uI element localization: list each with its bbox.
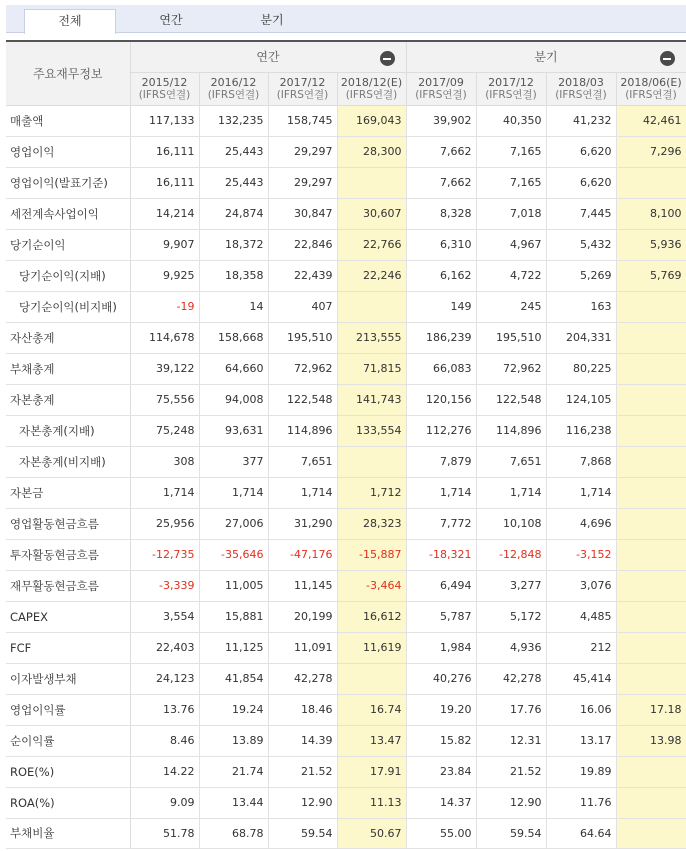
row-label: FCF	[6, 632, 130, 663]
row-label: 순이익률	[6, 725, 130, 756]
column-header-2	[268, 72, 337, 105]
row-label: 당기순이익(비지배)	[6, 291, 130, 322]
table-cell: 24,123	[130, 663, 199, 694]
table-cell: 14,214	[130, 198, 199, 229]
table-cell: 7,165	[476, 167, 546, 198]
table-cell: 8,100	[616, 198, 686, 229]
table-cell: 13.76	[130, 694, 199, 725]
table-cell: 204,331	[546, 322, 616, 353]
table-cell	[337, 663, 406, 694]
table-cell: 28,323	[337, 508, 406, 539]
table-cell: 51.78	[130, 818, 199, 848]
table-cell: 10,108	[476, 508, 546, 539]
table-cell: -12,848	[476, 539, 546, 570]
table-cell: 6,162	[406, 260, 476, 291]
table-cell: 16,111	[130, 136, 199, 167]
row-label: ROE(%)	[6, 756, 130, 787]
row-label: 자본금	[6, 477, 130, 508]
table-cell	[337, 291, 406, 322]
table-cell: 18.46	[268, 694, 337, 725]
table-cell	[616, 632, 686, 663]
column-basis: (IFRS연결)	[555, 88, 607, 101]
table-cell	[616, 539, 686, 570]
table-cell: 1,984	[406, 632, 476, 663]
table-cell: 68.78	[199, 818, 268, 848]
table-cell	[337, 446, 406, 477]
row-title-header: 주요재무정보	[6, 41, 130, 105]
table-cell: 15,881	[199, 601, 268, 632]
table-cell: 5,432	[546, 229, 616, 260]
table-cell: 7,018	[476, 198, 546, 229]
column-period: 2018/03	[558, 75, 604, 89]
row-label: 당기순이익(지배)	[6, 260, 130, 291]
column-basis: (IFRS연결)	[625, 88, 677, 101]
table-cell: 19.20	[406, 694, 476, 725]
table-row	[6, 415, 686, 446]
table-cell: 64.64	[546, 818, 616, 848]
table-cell: 16.74	[337, 694, 406, 725]
column-basis: (IFRS연결)	[415, 88, 467, 101]
table-cell: 15.82	[406, 725, 476, 756]
table-cell: 66,083	[406, 353, 476, 384]
annual-group-header	[130, 41, 406, 72]
table-cell: 245	[476, 291, 546, 322]
table-row	[6, 632, 686, 663]
table-cell: 75,556	[130, 384, 199, 415]
table-cell: 31,290	[268, 508, 337, 539]
table-row	[6, 384, 686, 415]
table-cell: 9,925	[130, 260, 199, 291]
table-row	[6, 260, 686, 291]
table-cell: 25,443	[199, 167, 268, 198]
table-row	[6, 756, 686, 787]
table-cell: 1,714	[268, 477, 337, 508]
table-cell: 6,310	[406, 229, 476, 260]
table-row	[6, 291, 686, 322]
table-cell: 7,651	[268, 446, 337, 477]
table-cell: 7,651	[476, 446, 546, 477]
table-cell: 7,662	[406, 167, 476, 198]
table-row	[6, 725, 686, 756]
column-header-6	[546, 72, 616, 105]
table-cell	[616, 570, 686, 601]
table-cell: 11,091	[268, 632, 337, 663]
table-cell: 17.91	[337, 756, 406, 787]
table-cell: 22,403	[130, 632, 199, 663]
table-cell: 14.39	[268, 725, 337, 756]
table-cell: 1,714	[546, 477, 616, 508]
table-cell: 11.13	[337, 787, 406, 818]
table-cell: 6,620	[546, 136, 616, 167]
table-cell: 22,846	[268, 229, 337, 260]
table-cell: 16.06	[546, 694, 616, 725]
table-cell: 11,125	[199, 632, 268, 663]
table-cell: 13.17	[546, 725, 616, 756]
column-period: 2016/12	[210, 75, 257, 89]
table-cell: 39,902	[406, 105, 476, 136]
table-cell: 11,005	[199, 570, 268, 601]
table-cell: 30,847	[268, 198, 337, 229]
table-cell: 24,874	[199, 198, 268, 229]
table-cell: 7,662	[406, 136, 476, 167]
table-cell: 29,297	[268, 167, 337, 198]
table-cell: 120,156	[406, 384, 476, 415]
table-cell: 195,510	[476, 322, 546, 353]
table-cell	[616, 353, 686, 384]
table-cell: -12,735	[130, 539, 199, 570]
row-label: 자산총계	[6, 322, 130, 353]
column-header-1	[199, 72, 268, 105]
table-cell: 4,722	[476, 260, 546, 291]
column-header-0	[130, 72, 199, 105]
table-cell: 59.54	[268, 818, 337, 848]
column-period: 2015/12	[141, 75, 188, 89]
table-cell	[616, 787, 686, 818]
table-cell: 4,967	[476, 229, 546, 260]
table-cell: 213,555	[337, 322, 406, 353]
table-cell: -35,646	[199, 539, 268, 570]
table-row	[6, 353, 686, 384]
table-cell: 1,712	[337, 477, 406, 508]
row-label: 투자활동현금흐름	[6, 539, 130, 570]
table-cell: 124,105	[546, 384, 616, 415]
table-cell: 71,815	[337, 353, 406, 384]
table-cell: 41,854	[199, 663, 268, 694]
table-cell	[616, 601, 686, 632]
quarter-group-label: 분기	[534, 50, 558, 65]
table-cell: 59.54	[476, 818, 546, 848]
table-cell: 23.84	[406, 756, 476, 787]
table-cell: 11,619	[337, 632, 406, 663]
table-cell: 14.37	[406, 787, 476, 818]
table-cell: 25,956	[130, 508, 199, 539]
table-cell: 39,122	[130, 353, 199, 384]
table-cell: 9,907	[130, 229, 199, 260]
row-label: 세전계속사업이익	[6, 198, 130, 229]
collapse-annual-icon[interactable]	[380, 51, 395, 66]
table-cell	[616, 291, 686, 322]
table-row	[6, 136, 686, 167]
table-cell: 122,548	[476, 384, 546, 415]
table-cell: 21.52	[268, 756, 337, 787]
table-cell: -19	[130, 291, 199, 322]
table-row	[6, 787, 686, 818]
table-row	[6, 570, 686, 601]
table-cell: 41,232	[546, 105, 616, 136]
table-cell: 14	[199, 291, 268, 322]
table-cell: 6,494	[406, 570, 476, 601]
table-cell: -47,176	[268, 539, 337, 570]
table-cell: 64,660	[199, 353, 268, 384]
table-cell: 7,879	[406, 446, 476, 477]
table-cell: 27,006	[199, 508, 268, 539]
table-cell: 93,631	[199, 415, 268, 446]
column-basis: (IFRS연결)	[276, 88, 329, 101]
table-row	[6, 508, 686, 539]
table-cell: 158,668	[199, 322, 268, 353]
table-cell: 114,896	[476, 415, 546, 446]
row-label: 영업활동현금흐름	[6, 508, 130, 539]
row-label: 부채총계	[6, 353, 130, 384]
table-cell: 17.76	[476, 694, 546, 725]
table-cell: 5,787	[406, 601, 476, 632]
table-row	[6, 446, 686, 477]
column-header-5	[476, 72, 546, 105]
table-cell: 16,111	[130, 167, 199, 198]
table-cell: 22,766	[337, 229, 406, 260]
table-row	[6, 601, 686, 632]
table-cell: 21.74	[199, 756, 268, 787]
table-row	[6, 663, 686, 694]
table-cell: 163	[546, 291, 616, 322]
table-row	[6, 167, 686, 198]
table-cell: 80,225	[546, 353, 616, 384]
table-cell: 19.89	[546, 756, 616, 787]
tab-quarter[interactable]: 분기	[260, 13, 284, 27]
table-cell: 75,248	[130, 415, 199, 446]
table-cell: 18,372	[199, 229, 268, 260]
table-cell: -3,152	[546, 539, 616, 570]
table-cell: 407	[268, 291, 337, 322]
table-cell: -18,321	[406, 539, 476, 570]
table-row	[6, 694, 686, 725]
table-cell: 308	[130, 446, 199, 477]
column-period: 2018/06(E)	[620, 75, 682, 89]
row-label: ROA(%)	[6, 787, 130, 818]
row-label: 이자발생부채	[6, 663, 130, 694]
row-label: 자본총계	[6, 384, 130, 415]
table-cell: 4,936	[476, 632, 546, 663]
row-label: 자본총계(비지배)	[6, 446, 130, 477]
table-cell: 30,607	[337, 198, 406, 229]
table-row	[6, 322, 686, 353]
table-cell: 50.67	[337, 818, 406, 848]
table-cell: 186,239	[406, 322, 476, 353]
table-cell: 114,896	[268, 415, 337, 446]
table-cell: 122,548	[268, 384, 337, 415]
table-cell: 6,620	[546, 167, 616, 198]
table-cell	[337, 167, 406, 198]
table-cell	[616, 663, 686, 694]
table-cell: 13.47	[337, 725, 406, 756]
table-cell: 8.46	[130, 725, 199, 756]
table-cell: 13.44	[199, 787, 268, 818]
row-label: 매출액	[6, 105, 130, 136]
table-cell: 72,962	[268, 353, 337, 384]
table-cell	[616, 322, 686, 353]
table-cell: 20,199	[268, 601, 337, 632]
table-cell	[616, 415, 686, 446]
table-cell: 212	[546, 632, 616, 663]
table-cell: 11.76	[546, 787, 616, 818]
table-cell: 141,743	[337, 384, 406, 415]
quarter-group-header	[406, 41, 686, 72]
table-cell: 45,414	[546, 663, 616, 694]
table-cell	[616, 446, 686, 477]
table-cell: 158,745	[268, 105, 337, 136]
row-label: 재무활동현금흐름	[6, 570, 130, 601]
table-cell: 112,276	[406, 415, 476, 446]
table-cell: -15,887	[337, 539, 406, 570]
table-cell	[616, 384, 686, 415]
financial-summary-table	[6, 40, 686, 849]
row-label: 당기순이익	[6, 229, 130, 260]
table-cell: 40,350	[476, 105, 546, 136]
table-cell: 3,277	[476, 570, 546, 601]
tab-annual[interactable]: 연간	[159, 13, 183, 27]
table-cell: 14.22	[130, 756, 199, 787]
table-cell: -3,339	[130, 570, 199, 601]
row-label: 자본총계(지배)	[6, 415, 130, 446]
table-cell: 28,300	[337, 136, 406, 167]
row-label: 영업이익률	[6, 694, 130, 725]
table-cell: 94,008	[199, 384, 268, 415]
table-cell: 7,868	[546, 446, 616, 477]
table-cell: 13.89	[199, 725, 268, 756]
table-cell: 114,678	[130, 322, 199, 353]
table-cell: 17.18	[616, 694, 686, 725]
table-cell: 7,296	[616, 136, 686, 167]
table-cell: 1,714	[130, 477, 199, 508]
table-cell: 3,554	[130, 601, 199, 632]
table-cell: 132,235	[199, 105, 268, 136]
table-cell: 5,769	[616, 260, 686, 291]
column-period: 2018/12(E)	[340, 75, 403, 89]
row-label: CAPEX	[6, 601, 130, 632]
table-cell	[616, 818, 686, 848]
table-cell: 18,358	[199, 260, 268, 291]
period-tab-bar	[6, 5, 686, 33]
table-row	[6, 229, 686, 260]
table-cell: 12.90	[268, 787, 337, 818]
row-label: 영업이익(발표기준)	[6, 167, 130, 198]
table-cell: 21.52	[476, 756, 546, 787]
table-cell: 22,246	[337, 260, 406, 291]
table-cell: 42,278	[268, 663, 337, 694]
column-period: 2017/09	[418, 75, 464, 89]
table-cell: 11,145	[268, 570, 337, 601]
column-basis: (IFRS연결)	[485, 88, 537, 101]
table-cell	[616, 756, 686, 787]
table-cell: 25,443	[199, 136, 268, 167]
column-period: 2017/12	[279, 75, 326, 89]
table-cell: 12.31	[476, 725, 546, 756]
table-cell: 169,043	[337, 105, 406, 136]
table-cell: 5,269	[546, 260, 616, 291]
annual-group-label: 연간	[256, 50, 280, 65]
table-cell: 5,172	[476, 601, 546, 632]
table-cell: 7,165	[476, 136, 546, 167]
table-cell: 8,328	[406, 198, 476, 229]
table-cell	[616, 167, 686, 198]
column-header-4	[406, 72, 476, 105]
table-cell: 22,439	[268, 260, 337, 291]
table-cell: 9.09	[130, 787, 199, 818]
column-basis: (IFRS연결)	[345, 88, 398, 101]
column-header-3	[337, 72, 406, 105]
table-cell: 116,238	[546, 415, 616, 446]
table-cell: -3,464	[337, 570, 406, 601]
table-cell	[616, 477, 686, 508]
table-cell: 7,445	[546, 198, 616, 229]
table-cell: 1,714	[476, 477, 546, 508]
tab-all[interactable]: 전체	[24, 9, 116, 34]
table-cell: 5,936	[616, 229, 686, 260]
table-cell: 7,772	[406, 508, 476, 539]
table-row	[6, 539, 686, 570]
table-row	[6, 198, 686, 229]
collapse-quarter-icon[interactable]	[660, 51, 675, 66]
table-cell	[616, 508, 686, 539]
table-cell: 12.90	[476, 787, 546, 818]
row-label: 영업이익	[6, 136, 130, 167]
table-cell: 117,133	[130, 105, 199, 136]
table-cell: 133,554	[337, 415, 406, 446]
table-cell: 40,276	[406, 663, 476, 694]
table-row	[6, 477, 686, 508]
column-header-7	[616, 72, 686, 105]
table-cell: 149	[406, 291, 476, 322]
column-basis: (IFRS연결)	[207, 88, 260, 101]
table-cell: 3,076	[546, 570, 616, 601]
table-cell: 42,278	[476, 663, 546, 694]
table-cell: 55.00	[406, 818, 476, 848]
column-basis: (IFRS연결)	[138, 88, 191, 101]
table-cell: 377	[199, 446, 268, 477]
table-cell: 16,612	[337, 601, 406, 632]
table-row	[6, 105, 686, 136]
table-cell: 29,297	[268, 136, 337, 167]
table-cell: 1,714	[406, 477, 476, 508]
table-cell: 13.98	[616, 725, 686, 756]
table-cell: 72,962	[476, 353, 546, 384]
row-label: 부채비율	[6, 818, 130, 848]
table-cell: 195,510	[268, 322, 337, 353]
table-cell: 1,714	[199, 477, 268, 508]
table-cell: 4,696	[546, 508, 616, 539]
column-period: 2017/12	[488, 75, 534, 89]
table-row	[6, 818, 686, 848]
table-cell: 4,485	[546, 601, 616, 632]
table-cell: 42,461	[616, 105, 686, 136]
table-cell: 19.24	[199, 694, 268, 725]
